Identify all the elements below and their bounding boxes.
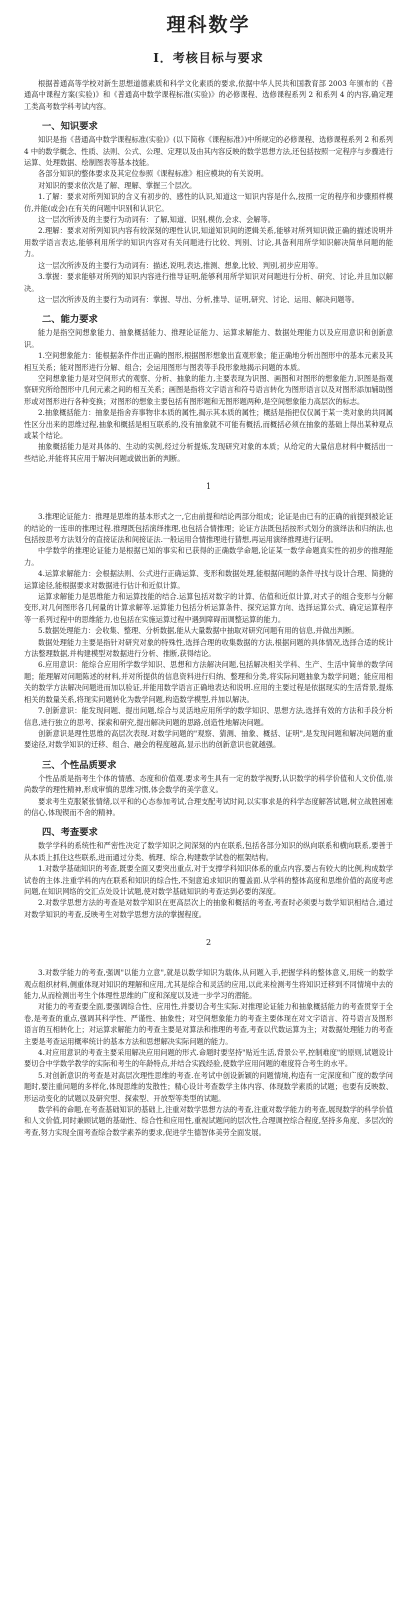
paragraph: 4.对应用意识的考查主要采用解决应用问题的形式.命题时要坚持"贴近生活,背景公平,控制难度"的原则,试题设计要切合中学数学教学的实际和考生的年龄特点,并结合实践经验,使数学应用问题的难度符合考生的水平。 <box>24 1048 393 1069</box>
paragraph: 1.对数学基础知识的考查,既要全面又要突出重点,对于支撑学科知识体系的重点内容,要占有较大的比例,构成数学试卷的主体.注重学科的内在联系和知识的综合性,不刻意追求知识的覆盖面.从学科的整体高度和思维价值的高度考虑问题,在知识网络的交汇点处设计试题,使对数学基础知识的考查达到必要的深度。 <box>24 864 393 896</box>
paragraph: 要求考生克服紧张情绪,以平和的心态参加考试,合理支配考试时间,以实事求是的科学态度解答试题,树立战胜困难的信心,体现锲而不舍的精神。 <box>24 796 393 817</box>
paragraph: 这一层次所涉及的主要行为动词有：掌握、导出、分析,推导、证明,研究、讨论、运用、解决问题等。 <box>38 294 359 304</box>
paragraph: 5.对创新意识的考查是对高层次理性思维的考查.在考试中创设新颖的问题情境,构造有一定深度和广度的数学问题时,要注重问题的多样化,体现思维的发散性；精心设计考查数学主体内容、体现数学素质的试题；也要有反映数、形运动变化的试题以及研究型、探索型、开放型等类型的试题。 <box>24 1070 393 1103</box>
paragraph: 各部分知识的整体要求及其定位参照《课程标准》相应模块的有关说明。 <box>38 169 269 179</box>
paragraph: 3.推理论证能力：推理是思维的基本形式之一,它由前提和结论两部分组成；论证是由已有的正确的前提到被论证的结论的一连串的推理过程.推理既包括演绎推理,也包括合情推理；论证方法既包括按形式划分的演绎法和归纳法,也包括按思考方法划分的直接证法和间接证法.一般运用合情推理进行猜想,再运用演绎推理进行证明。 <box>24 512 393 544</box>
paragraph: 抽象概括能力是对具体的、生动的实例,经过分析提炼,发现研究对象的本质；从给定的大量信息材料中概括出一些结论,并能将其应用于解决问题或做出新的判断。 <box>24 442 393 463</box>
section-heading-personality: 三、个性品质要求 <box>42 759 117 771</box>
paragraph: 1.了解：要求对所列知识的含义有初步的、感性的认识,知道这一知识内容是什么,按照一定的程序和步骤照样模仿,并能(或会)在有关的问题中识别和认识它。 <box>24 192 393 213</box>
paragraph: 4.运算求解能力：会根据法则、公式进行正确运算、变形和数据处理,能根据问题的条件寻找与设计合理、简捷的运算途径,能根据要求对数据进行估计和近似计算。 <box>24 569 393 590</box>
paragraph: 对能力的考查要全面,要强调综合性、应用性,并要切合考生实际.对推理论证能力和抽象概括能力的考查贯穿于全卷,是考查的重点,强调其科学性、严谨性、抽象性；对空间想象能力的考查主要体现在对文字语言、符号语言及图形语言的互相转化上；对运算求解能力的考查主要是对算法和推理的考查,考查以代数运算为主；对数据处理能力的考查主要是考查运用概率统计的基本方法和思想解决实际问题的能力。 <box>24 1002 393 1046</box>
paragraph: 中学数学的推理论证能力是根据已知的事实和已获得的正确数学命题,论证某一数学命题真实性的初步的推理能力。 <box>24 546 393 567</box>
paragraph: 空间想象能力是对空间形式的观察、分析、抽象的能力,主要表现为识图、画图和对图形的想象能力,识图是指观察研究所给图形中几何元素之间的相互关系；画图是指将文字语言和符号语言转化为图形语言以及对图形添加辅助图形或对图形进行各种变换；对图形的想象主要包括有图形题和无图形题两种,是空间想象能力高层次的标志。 <box>24 373 393 406</box>
document-title: 理科数学 <box>166 14 251 36</box>
paragraph: 这一层次所涉及的主要行为动词有：了解,知道、识别,模仿,会求、会解等。 <box>38 215 275 225</box>
paragraph: 个性品质是指考生个体的情感、态度和价值观.要求考生具有一定的数学视野,认识数学的科学价值和人文价值,崇尚数学的理性精神,形成审慎的思维习惯,体会数学的美学意义。 <box>24 773 393 795</box>
paragraph: 知识是指《普通高中数学课程标准(实验)》(以下简称《课程标准》)中所规定的必修课程、选修课程系列 2 和系列 4 中的数学概念、性质、法则、公式、公理、定理以及由其内容反映的数学思想方法,还包括按照一定程序与步骤进行运算、处理数据、绘制图表等基本技能。 <box>24 135 393 168</box>
paragraph: 数据处理能力主要是指针对研究对象的特殊性,选择合理的收集数据的方法,根据问题的具体情况,选择合适的统计方法整理数据,并构建模型对数据进行分析、推断,获得结论。 <box>24 637 393 659</box>
paragraph: 2.理解：要求对所列知识内容有较深刻的理性认识,知道知识间的逻辑关系,能够对所列知识做正确的描述说明并用数学语言表达,能够利用所学的知识内容对有关问题进行比较、判别、讨论,具备利用所学知识解决简单问题的能力。 <box>24 226 393 259</box>
paragraph: 7.创新意识：能发现问题、提出问题,综合与灵活地应用所学的数学知识、思想方法,选择有效的方法和手段分析信息,进行独立的思考、探索和研究,提出解决问题的思路,创造性地解决问题。 <box>24 706 393 727</box>
paragraph: 6.应用意识：能综合应用所学数学知识、思想和方法解决问题,包括解决相关学科、生产、生活中简单的数学问题；能理解对问题陈述的材料,并对所提供的信息资料进行归纳、整理和分类,将实际问题抽象为数学问题；能应用相关的数学方法解决问题进而加以验证,并能用数学语言正确地表达和说明.应用的主要过程是依据现实的生活背景,提炼相关的数量关系,将现实问题转化为数学问题,构造数学模型,并加以解决。 <box>24 660 393 704</box>
paragraph: 创新意识是理性思维的高层次表现.对数学问题的"观察、猜测、抽象、概括、证明",是发现问题和解决问题的重要途径,对数学知识的迁移、组合、融会的程度越高,显示出的创新意识也就越强。 <box>24 728 393 750</box>
paragraph: 3.对数学能力的考查,强调"以能力立意",就是以数学知识为载体,从问题入手,把握学科的整体意义,用统一的数学观点组织材料,侧重体现对知识的理解和应用,尤其是综合和灵活的应用,以此来检测考生将知识迁移到不同情境中去的能力,从而检测出考生个体理性思维的广度和深度以及进一步学习的潜能。 <box>24 968 393 1000</box>
part-title: Ⅰ．考核目标与要求 <box>153 51 264 65</box>
paragraph: 5.数据处理能力：会收集、整理、分析数据,能从大量数据中抽取对研究问题有用的信息,并做出判断。 <box>38 626 359 636</box>
section-heading-knowledge: 一、知识要求 <box>42 121 98 133</box>
paragraph: 数学学科的系统性和严密性决定了数学知识之间深刻的内在联系,包括各部分知识的纵向联系和横向联系,要善于从本质上抓住这些联系,进而通过分类、梳理、综合,构建数学试卷的框架结构。 <box>24 841 393 862</box>
paragraph: 2.对数学思想方法的考查是对数学知识在更高层次上的抽象和概括的考查,考查时必须要与数学知识相结合,通过对数学知识的考查,反映考生对数学思想方法的掌握程度。 <box>24 898 393 919</box>
paragraph: 2.抽象概括能力：抽象是指舍弃事物非本质的属性,揭示其本质的属性；概括是指把仅仅属于某一类对象的共同属性区分出来的思维过程,抽象和概括是相互联系的,没有抽象就不可能有概括,而概括必须在抽象的基础上得出某种观点或某个结论。 <box>24 408 393 440</box>
paragraph: 能力是指空间想象能力、抽象概括能力、推理论证能力、运算求解能力、数据处理能力以及应用意识和创新意识。 <box>24 328 393 349</box>
paragraph: 1.空间想象能力：能根据条件作出正确的图形,根据图形想象出直观形象；能正确地分析出图形中的基本元素及其相互关系；能对图形进行分解、组合；会运用图形与图表等手段形象地揭示问题的本质。 <box>24 351 393 372</box>
section-heading-ability: 二、能力要求 <box>42 314 98 326</box>
section-heading-assessment: 四、考查要求 <box>42 827 98 839</box>
page-number: 2 <box>205 938 212 948</box>
paragraph: 对知识的要求依次是了解、理解、掌握三个层次。 <box>38 180 197 190</box>
page-number: 1 <box>205 482 212 492</box>
paragraph: 3.掌握：要求能够对所列的知识内容进行推导证明,能够利用所学知识对问题进行分析、研究、讨论,并且加以解决。 <box>24 272 393 293</box>
intro-paragraph: 根据普通高等学校对新生思想道德素质和科学文化素质的要求,依据中华人民共和国教育部 2003 年颁布的《普通高中课程方案(实验)》和《普通高中数学课程标准(实验)》的必修课程、选修课程系列 2 和系列 4 的内容,确定理工类高考数学科考试内容。 <box>24 79 393 111</box>
paragraph: 这一层次所涉及的主要行为动词有：描述,说明,表达,推测、想象,比较、判别,初步应用等。 <box>38 260 323 270</box>
paragraph: 运算求解能力是思维能力和运算技能的结合.运算包括对数字的计算、估值和近似计算,对式子的组合变形与分解变形,对几何图形各几何量的计算求解等.运算能力包括分析运算条件、探究运算方向、选择运算公式、确定运算程序等一系列过程中的思维能力,也包括在实施运算过程中遇到障碍而调整运算的能力。 <box>24 592 393 624</box>
paragraph: 数学科的命题,在考查基础知识的基础上,注重对数学思想方法的考查,注重对数学能力的考查,展现数学的科学价值和人文价值,同时兼顾试题的基础性、综合性和应用性,重视试题问的层次性,合理调控综合程度,坚持多角度、多层次的考查,努力实现全面考查综合数学素养的要求,促进学生德智体美劳全面发展。 <box>24 1105 393 1137</box>
